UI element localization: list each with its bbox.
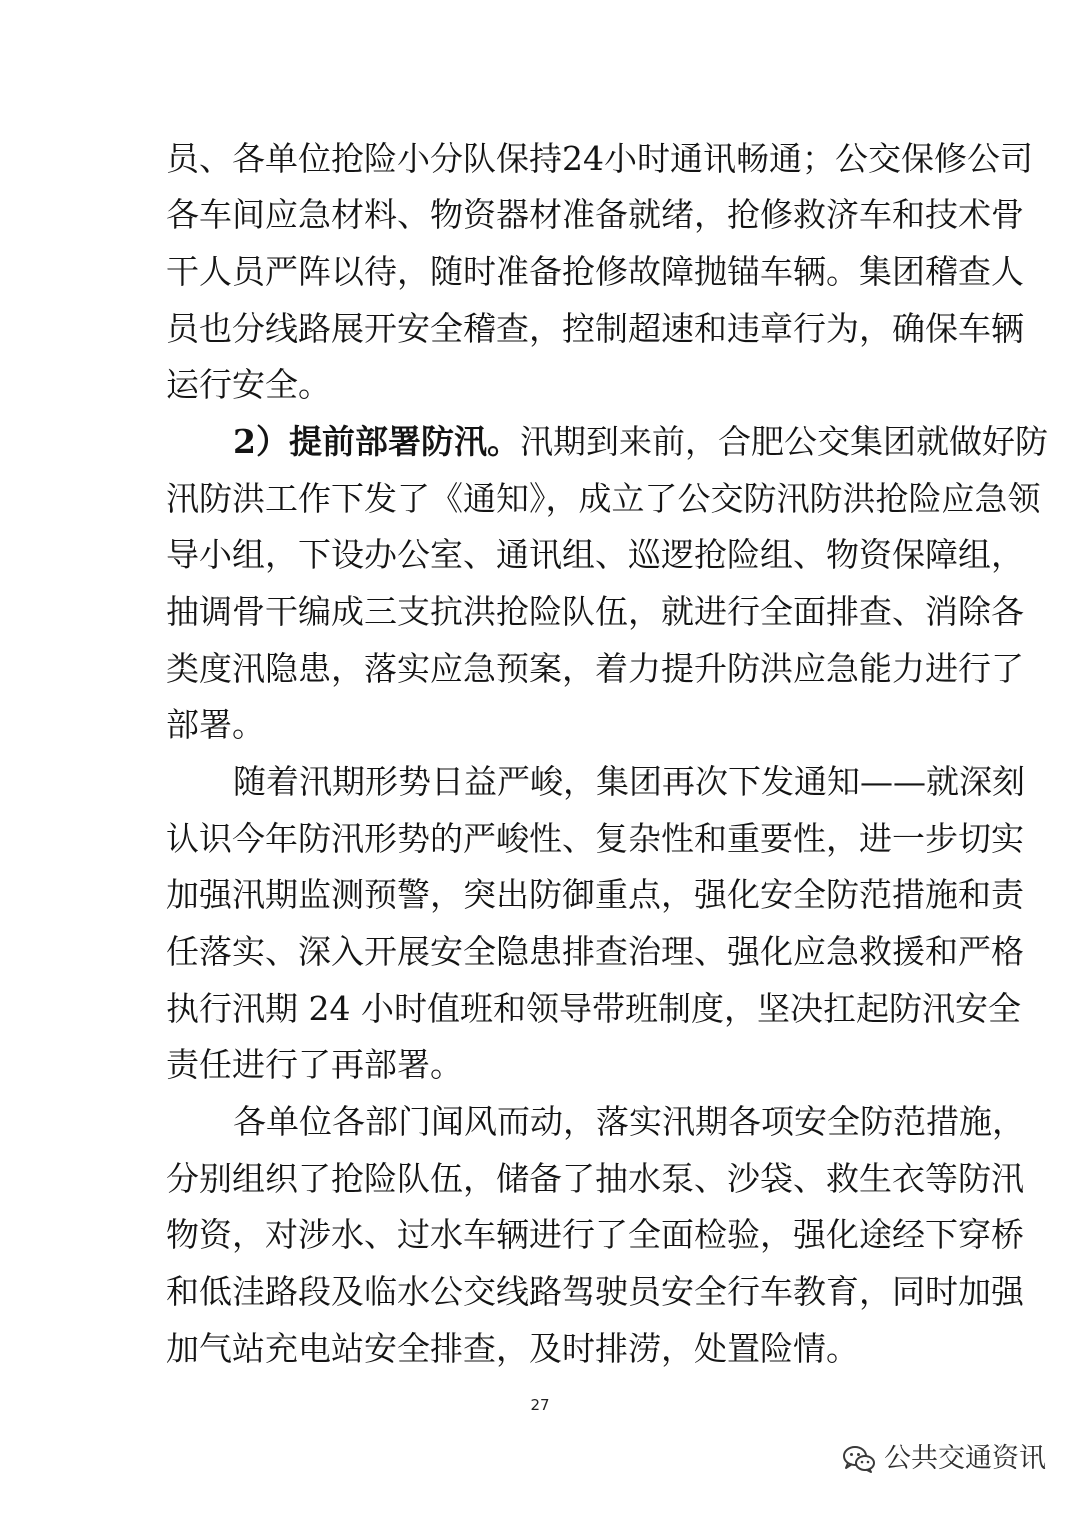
body-line: 部署。: [166, 705, 265, 744]
body-line: 运行安全。: [166, 365, 331, 404]
body-line: 各单位各部门闻风而动，落实汛期各项安全防范措施，: [233, 1102, 1025, 1141]
watermark: [842, 1439, 1046, 1479]
body-line: 执行汛期 24 小时值班和领导带班制度，坚决扛起防汛安全: [166, 989, 1021, 1028]
body-line: 和低洼路段及临水公交线路驾驶员安全行车教育，同时加强: [166, 1272, 1024, 1311]
body-line: 干人员严阵以待，随时准备抢修故障抛锚车辆。集团稽查人: [166, 252, 1024, 291]
body-line: 认识今年防汛形势的严峻性、复杂性和重要性，进一步切实: [166, 819, 1024, 858]
body-line: 汛防洪工作下发了《通知》，成立了公交防汛防洪抢险应急领: [166, 479, 1041, 518]
body-line: 加强汛期监测预警，突出防御重点，强化安全防范措施和责: [166, 875, 1024, 914]
body-line: 责任进行了再部署。: [166, 1045, 463, 1084]
body-line: 员也分线路展开安全稽查，控制超速和违章行为，确保车辆: [166, 309, 1024, 348]
page-number: 27: [530, 1396, 550, 1414]
watermark-text: 公共交通资讯: [884, 1443, 1046, 1474]
body-line: 物资，对涉水、过水车辆进行了全面检验，强化途经下穿桥: [166, 1215, 1024, 1254]
body-line: 导小组，下设办公室、通讯组、巡逻抢险组、物资保障组，: [166, 535, 1024, 574]
body-line: 抽调骨干编成三支抗洪抢险队伍，就进行全面排查、消除各: [166, 592, 1024, 631]
body-line: 任落实、深入开展安全隐患排查治理、强化应急救援和严格: [166, 932, 1024, 971]
body-line: 各车间应急材料、物资器材准备就绪，抢修救济车和技术骨: [166, 195, 1024, 234]
body-line: 员、各单位抢险小分队保持24小时通讯畅通；公交保修公司: [166, 139, 1033, 178]
body-line: 随着汛期形势日益严峻，集团再次下发通知——就深刻: [233, 762, 1025, 801]
section-heading-rest: 汛期到来前，合肥公交集团就做好防: [519, 422, 1048, 461]
section-heading-line: [233, 420, 1048, 464]
body-line: 加气站充电站安全排查，及时排涝，处置险情。: [166, 1329, 859, 1368]
body-line: 类度汛隐患，落实应急预案，着力提升防洪应急能力进行了: [166, 649, 1024, 688]
section-heading: 2）提前部署防汛。: [233, 422, 520, 461]
body-line: 分别组织了抢险队伍，储备了抽水泵、沙袋、救生衣等防汛: [166, 1159, 1024, 1198]
wechat-icon: [842, 1444, 876, 1474]
